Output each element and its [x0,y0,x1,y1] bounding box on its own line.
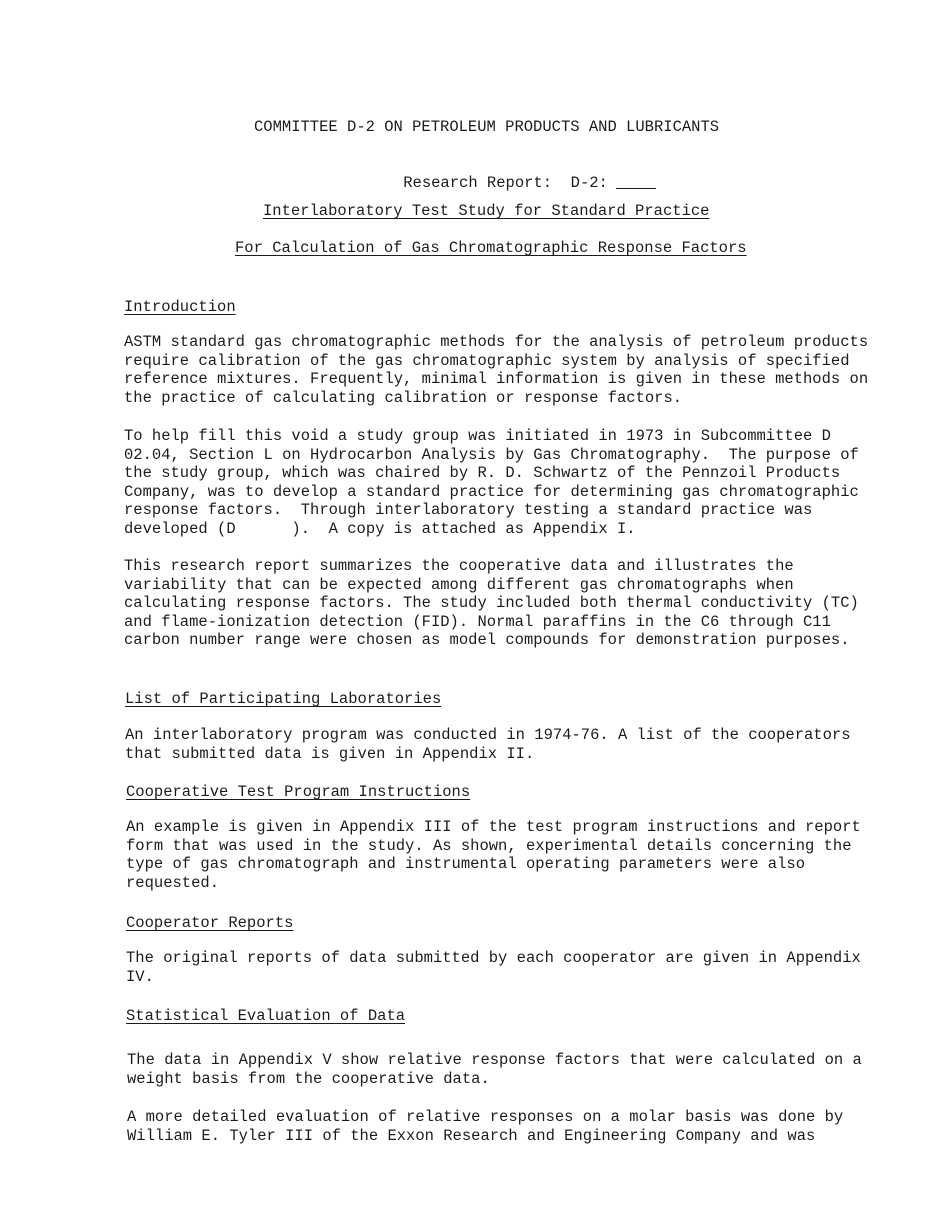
stats-heading: Statistical Evaluation of Data [126,1007,406,1025]
stats-paragraph-2: A more detailed evaluation of relative responses on a molar basis was done by William E. Tyler III of the Exxon Research and Engineering Company and was [127,1108,844,1145]
introduction-paragraph-2: To help fill this void a study group was initiated in 1973 in Subcommittee D 02.04, Section L on Hydrocarbon Analysis by Gas Chromatography. The purpose of the study group, which was chaired by R. D. Schwartz of the Pennzoil Products Company, was to develop a standard practice for determining gas chromatographic response factors. Through interlaboratory testing a standard practice was developed (D ). A copy is attached as Appendix I. [124,427,869,538]
labs-paragraph: An interlaboratory program was conducted in 1974-76. A list of the cooperators that submitted data is given in Appendix II. [125,726,851,763]
instructions-heading: Cooperative Test Program Instructions [126,783,471,801]
introduction-paragraph-3: This research report summarizes the cooperative data and illustrates the variability that can be expected among different gas chromatographs when calculating response factors. The study included both thermal conductivity (TC) and flame-ionization detection (FID). Normal paraffins in the C6 through C11 carbon number range were chosen as model compounds for demonstration purposes. [124,557,859,650]
title-line-2: For Calculation of Gas Chromatographic Response Factors [235,239,747,257]
title-line-1: Interlaboratory Test Study for Standard Practice [263,202,710,220]
introduction-heading: Introduction [124,298,236,316]
introduction-paragraph-1: ASTM standard gas chromatographic methods for the analysis of petroleum products require calibration of the gas chromatographic system by analysis of specified reference mixtures. Frequently, minimal information is given in these methods on the practice of calculating calibration or response factors. [124,333,869,407]
reports-paragraph: The original reports of data submitted by each cooperator are given in Appendix IV. [126,949,861,986]
report-number-blank [616,188,656,189]
report-label: Research Report: D-2: [403,174,608,192]
committee-heading: COMMITTEE D-2 ON PETROLEUM PRODUCTS AND LUBRICANTS [254,118,720,136]
labs-heading: List of Participating Laboratories [125,690,442,708]
instructions-paragraph: An example is given in Appendix III of the test program instructions and report form that was used in the study. As shown, experimental details concerning the type of gas chromatograph and instrumental operating parameters were also requested. [126,818,861,892]
stats-paragraph-1: The data in Appendix V show relative response factors that were calculated on a weight basis from the cooperative data. [127,1051,862,1088]
reports-heading: Cooperator Reports [126,914,294,932]
